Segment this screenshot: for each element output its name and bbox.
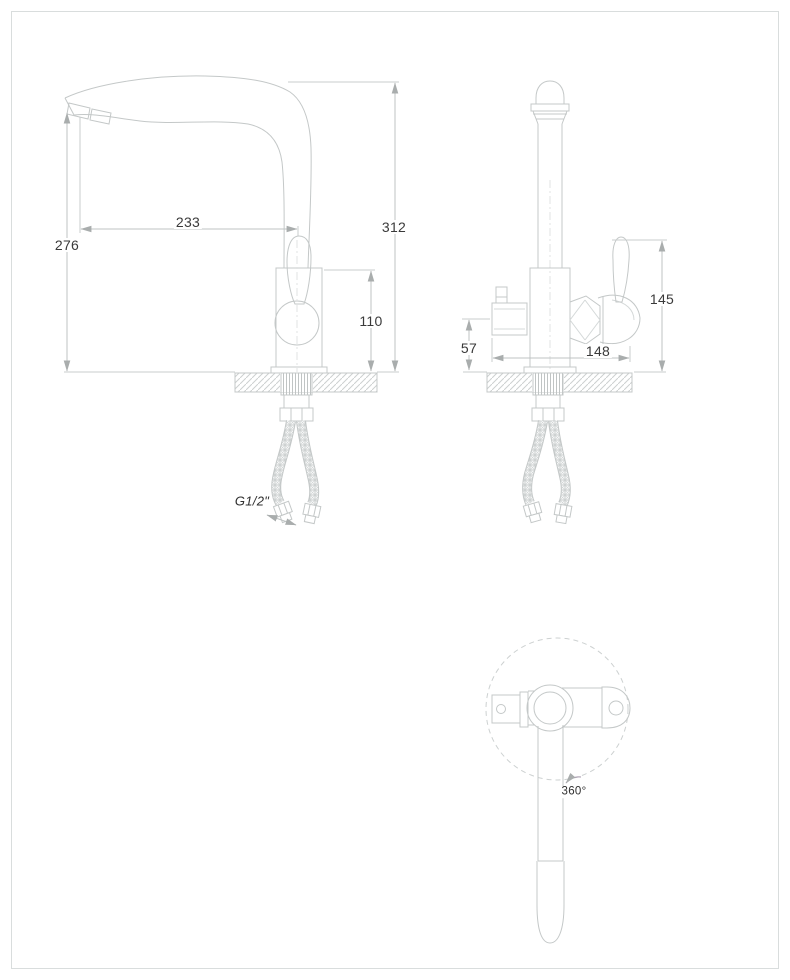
side-view-mounting xyxy=(235,373,377,421)
top-view-body xyxy=(492,685,630,731)
dim-label-thread-size: G1/2" xyxy=(234,493,270,509)
front-view xyxy=(462,81,667,524)
dim-label-overall-height: 312 xyxy=(381,219,407,235)
dim-label-body-height: 110 xyxy=(359,313,383,329)
dim-label-swivel-angle: 360° xyxy=(561,785,587,798)
side-view-spout xyxy=(65,76,311,268)
side-view-dimensions xyxy=(64,82,399,372)
top-view-spout xyxy=(537,725,564,943)
hose-fitting xyxy=(523,502,543,524)
front-view-mounting xyxy=(487,373,632,421)
top-view xyxy=(486,638,630,943)
side-view-body xyxy=(271,236,327,373)
dim-label-spout-height: 276 xyxy=(54,237,80,253)
hose-fitting xyxy=(301,503,320,524)
dim-label-port-height: 57 xyxy=(460,340,478,356)
swivel-range-circle xyxy=(486,638,628,780)
dim-label-spout-reach: 233 xyxy=(175,214,201,230)
front-view-body xyxy=(492,237,640,373)
dim-label-handle-height: 145 xyxy=(649,291,675,307)
swivel-arrow xyxy=(566,777,581,783)
dim-label-body-width: 148 xyxy=(585,343,611,359)
side-view-hoses xyxy=(267,421,321,525)
side-view xyxy=(64,76,399,525)
front-view-hoses xyxy=(523,421,572,524)
hose-fitting xyxy=(553,504,572,525)
front-view-spout xyxy=(531,81,569,372)
